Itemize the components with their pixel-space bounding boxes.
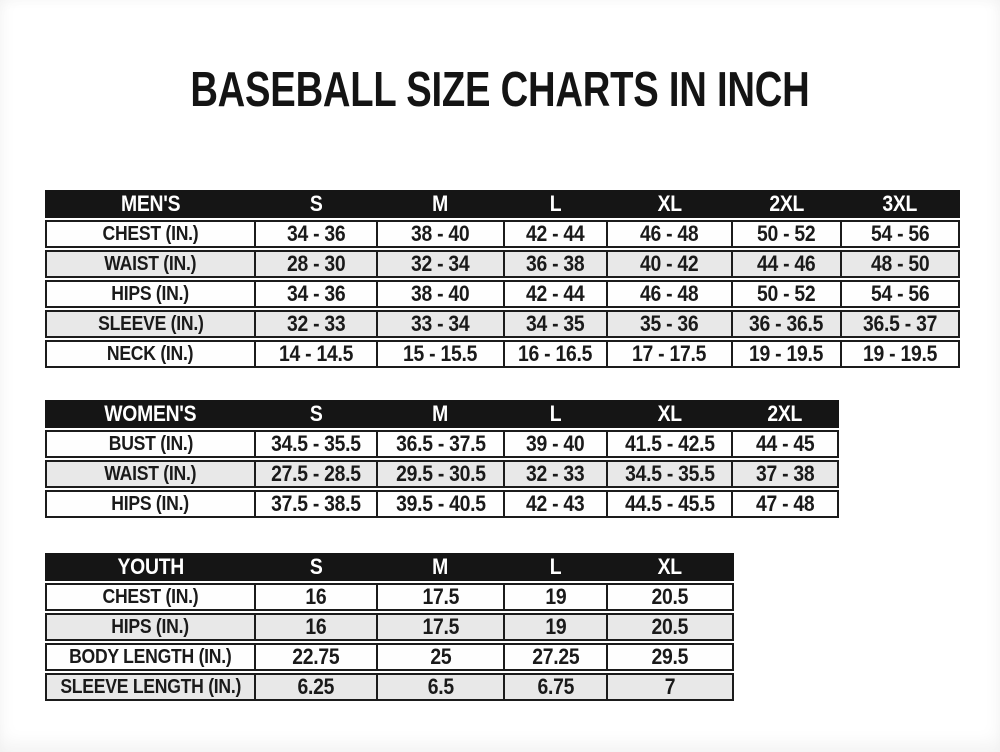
womens-row-label-cell — [47, 492, 254, 516]
mens-value-cell-text: 42 - 44 — [526, 282, 585, 306]
youth-header-row — [45, 553, 734, 581]
womens-value-cell — [606, 462, 731, 486]
womens-header-cell — [731, 402, 837, 426]
mens-value-cell-text: 14 - 14.5 — [278, 342, 354, 366]
youth-header-cell — [503, 555, 606, 579]
mens-header-cell-text: MEN'S — [120, 192, 181, 216]
womens-value-cell-text: 29.5 - 30.5 — [395, 462, 486, 486]
youth-value-cell — [254, 615, 376, 639]
womens-value-cell-text: 32 - 33 — [526, 462, 585, 486]
youth-row-label-cell-text: CHEST (IN.) — [102, 585, 199, 608]
mens-value-cell — [503, 252, 606, 276]
womens-header-cell — [606, 402, 731, 426]
womens-value-cell-text: 42 - 43 — [526, 492, 585, 516]
mens-value-cell-text: 32 - 33 — [286, 312, 346, 336]
mens-value-cell — [606, 282, 731, 306]
youth-header-cell-text: YOUTH — [117, 555, 184, 579]
mens-value-cell — [731, 342, 840, 366]
womens-value-cell — [503, 432, 606, 456]
mens-value-cell — [376, 252, 503, 276]
mens-value-cell — [731, 312, 840, 336]
mens-value-cell-text: 36 - 36.5 — [749, 312, 824, 336]
mens-value-cell — [840, 282, 958, 306]
youth-header-cell-text: M — [432, 555, 449, 579]
youth-table-row — [45, 673, 734, 701]
womens-value-cell — [254, 462, 376, 486]
mens-header-cell-text: S — [309, 192, 323, 216]
womens-value-cell-text: 39 - 40 — [526, 432, 585, 456]
mens-value-cell-text: 50 - 52 — [757, 222, 816, 246]
mens-table-row — [45, 220, 960, 248]
womens-row-label-cell-text: BUST (IN.) — [108, 432, 193, 455]
mens-value-cell-text: 17 - 17.5 — [632, 342, 707, 366]
youth-row-label-cell — [47, 645, 254, 669]
womens-row-label-cell — [47, 432, 254, 456]
mens-row-label-cell — [47, 312, 254, 336]
mens-value-cell-text: 35 - 36 — [640, 312, 699, 336]
womens-header-cell-text: WOMEN'S — [104, 402, 197, 426]
womens-table-row — [45, 460, 839, 488]
womens-value-cell-text: 41.5 - 42.5 — [624, 432, 715, 456]
mens-header-row — [45, 190, 960, 218]
youth-table-row — [45, 613, 734, 641]
youth-row-label-cell — [47, 585, 254, 609]
youth-value-cell — [503, 675, 606, 699]
youth-row-label-cell-text: HIPS (IN.) — [111, 615, 190, 638]
youth-header-cell-text: L — [549, 555, 562, 579]
youth-value-cell — [254, 585, 376, 609]
mens-value-cell-text: 48 - 50 — [870, 252, 930, 276]
mens-value-cell — [254, 222, 376, 246]
mens-table-row — [45, 310, 960, 338]
mens-value-cell — [503, 342, 606, 366]
page-title-text: BASEBALL SIZE CHARTS IN INCH — [190, 63, 810, 117]
mens-value-cell — [606, 252, 731, 276]
mens-row-label-cell-text: HIPS (IN.) — [111, 282, 190, 305]
mens-value-cell-text: 44 - 46 — [757, 252, 816, 276]
womens-value-cell — [606, 432, 731, 456]
youth-value-cell-text: 6.75 — [537, 675, 574, 699]
youth-header-cell — [254, 555, 376, 579]
womens-header-cell — [47, 402, 254, 426]
mens-value-cell-text: 36 - 38 — [526, 252, 585, 276]
youth-row-label-cell-text: SLEEVE LENGTH (IN.) — [60, 675, 241, 698]
mens-row-label-cell-text: SLEEVE (IN.) — [97, 312, 204, 335]
mens-value-cell-text: 54 - 56 — [870, 282, 930, 306]
mens-header-cell — [731, 192, 840, 216]
mens-value-cell-text: 32 - 34 — [411, 252, 470, 276]
youth-row-label-cell — [47, 615, 254, 639]
mens-value-cell-text: 46 - 48 — [640, 282, 699, 306]
youth-value-cell-text: 19 — [544, 615, 567, 639]
mens-table-row — [45, 340, 960, 368]
womens-value-cell — [376, 432, 503, 456]
mens-table-row — [45, 280, 960, 308]
mens-header-cell-text: 2XL — [769, 192, 804, 216]
youth-value-cell — [503, 615, 606, 639]
mens-value-cell — [503, 222, 606, 246]
mens-value-cell-text: 38 - 40 — [411, 282, 470, 306]
youth-value-cell-text: 20.5 — [651, 615, 689, 639]
womens-value-cell — [731, 432, 837, 456]
womens-value-cell-text: 36.5 - 37.5 — [395, 432, 486, 456]
youth-value-cell-text: 6.25 — [297, 675, 335, 699]
mens-value-cell-text: 28 - 30 — [286, 252, 346, 276]
mens-value-cell — [840, 312, 958, 336]
mens-value-cell — [731, 282, 840, 306]
youth-value-cell-text: 17.5 — [422, 615, 459, 639]
youth-header-cell — [47, 555, 254, 579]
womens-header-cell — [376, 402, 503, 426]
youth-value-cell-text: 25 — [429, 645, 452, 669]
womens-table-row — [45, 430, 839, 458]
mens-value-cell — [376, 222, 503, 246]
youth-value-cell — [503, 645, 606, 669]
mens-value-cell-text: 36.5 - 37 — [862, 312, 938, 336]
youth-value-cell — [376, 645, 503, 669]
youth-header-cell — [376, 555, 503, 579]
womens-row-label-cell-text: HIPS (IN.) — [111, 492, 190, 515]
page-title — [0, 63, 1000, 117]
mens-value-cell-text: 19 - 19.5 — [862, 342, 938, 366]
mens-table-row — [45, 250, 960, 278]
mens-value-cell-text: 42 - 44 — [526, 222, 585, 246]
youth-value-cell — [376, 585, 503, 609]
mens-value-cell — [731, 252, 840, 276]
youth-value-cell-text: 17.5 — [422, 585, 459, 609]
youth-value-cell — [606, 645, 732, 669]
mens-value-cell — [606, 342, 731, 366]
womens-value-cell-text: 44.5 - 45.5 — [624, 492, 715, 516]
mens-value-cell — [376, 342, 503, 366]
mens-row-label-cell — [47, 342, 254, 366]
youth-value-cell-text: 29.5 — [651, 645, 689, 669]
mens-header-cell — [606, 192, 731, 216]
mens-value-cell — [840, 252, 958, 276]
mens-value-cell — [254, 282, 376, 306]
womens-header-cell-text: M — [432, 402, 449, 426]
mens-value-cell — [376, 282, 503, 306]
youth-value-cell — [254, 645, 376, 669]
womens-value-cell-text: 37 - 38 — [755, 462, 815, 486]
mens-row-label-cell-text: NECK (IN.) — [107, 342, 194, 365]
size-table-youth — [45, 553, 734, 703]
womens-value-cell — [254, 432, 376, 456]
womens-header-cell-text: XL — [657, 402, 682, 426]
mens-value-cell-text: 33 - 34 — [411, 312, 470, 336]
youth-value-cell-text: 20.5 — [651, 585, 689, 609]
mens-header-cell-text: M — [432, 192, 449, 216]
womens-value-cell-text: 34.5 - 35.5 — [271, 432, 361, 456]
mens-header-cell — [254, 192, 376, 216]
mens-header-cell-text: XL — [657, 192, 682, 216]
mens-value-cell-text: 46 - 48 — [640, 222, 699, 246]
womens-value-cell-text: 44 - 45 — [755, 432, 815, 456]
womens-header-cell — [254, 402, 376, 426]
mens-row-label-cell-text: CHEST (IN.) — [102, 222, 199, 245]
mens-header-cell-text: L — [549, 192, 562, 216]
youth-table-row — [45, 643, 734, 671]
womens-value-cell — [376, 462, 503, 486]
mens-row-label-cell — [47, 222, 254, 246]
youth-value-cell — [376, 615, 503, 639]
mens-header-cell — [503, 192, 606, 216]
youth-value-cell-text: 16 — [305, 615, 327, 639]
womens-header-cell-text: 2XL — [767, 402, 803, 426]
mens-header-cell — [47, 192, 254, 216]
mens-value-cell-text: 34 - 36 — [286, 282, 346, 306]
womens-value-cell-text: 37.5 - 38.5 — [271, 492, 361, 516]
mens-row-label-cell — [47, 252, 254, 276]
womens-row-label-cell — [47, 462, 254, 486]
womens-value-cell — [254, 492, 376, 516]
youth-value-cell-text: 27.25 — [531, 645, 580, 669]
mens-value-cell — [503, 282, 606, 306]
mens-header-cell — [840, 192, 958, 216]
youth-value-cell — [376, 675, 503, 699]
womens-value-cell — [503, 462, 606, 486]
youth-value-cell-text: 16 — [305, 585, 327, 609]
youth-value-cell-text: 19 — [544, 585, 567, 609]
womens-value-cell-text: 47 - 48 — [755, 492, 815, 516]
youth-row-label-cell-text: BODY LENGTH (IN.) — [69, 645, 232, 668]
youth-row-label-cell — [47, 675, 254, 699]
youth-value-cell-text: 7 — [664, 675, 676, 699]
mens-value-cell — [731, 222, 840, 246]
mens-value-cell — [254, 252, 376, 276]
womens-value-cell — [376, 492, 503, 516]
mens-value-cell-text: 54 - 56 — [870, 222, 930, 246]
womens-value-cell-text: 27.5 - 28.5 — [271, 462, 361, 486]
youth-value-cell-text: 22.75 — [292, 645, 340, 669]
womens-value-cell-text: 39.5 - 40.5 — [395, 492, 486, 516]
womens-value-cell-text: 34.5 - 35.5 — [624, 462, 715, 486]
youth-value-cell — [503, 585, 606, 609]
womens-value-cell — [731, 462, 837, 486]
womens-table-row — [45, 490, 839, 518]
mens-row-label-cell-text: WAIST (IN.) — [104, 252, 197, 275]
mens-value-cell — [376, 312, 503, 336]
mens-value-cell — [840, 222, 958, 246]
womens-row-label-cell-text: WAIST (IN.) — [104, 462, 197, 485]
mens-value-cell — [606, 222, 731, 246]
mens-value-cell-text: 34 - 36 — [286, 222, 346, 246]
youth-value-cell-text: 6.5 — [427, 675, 454, 699]
mens-value-cell — [606, 312, 731, 336]
mens-value-cell — [840, 342, 958, 366]
womens-value-cell — [606, 492, 731, 516]
mens-value-cell-text: 16 - 16.5 — [518, 342, 593, 366]
youth-table-row — [45, 583, 734, 611]
mens-value-cell — [254, 312, 376, 336]
mens-value-cell — [503, 312, 606, 336]
youth-value-cell — [254, 675, 376, 699]
mens-value-cell — [254, 342, 376, 366]
youth-value-cell — [606, 615, 732, 639]
mens-row-label-cell — [47, 282, 254, 306]
womens-header-cell-text: L — [549, 402, 562, 426]
size-table-mens — [45, 190, 960, 370]
youth-value-cell — [606, 585, 732, 609]
womens-header-row — [45, 400, 839, 428]
mens-value-cell-text: 50 - 52 — [757, 282, 816, 306]
mens-header-cell — [376, 192, 503, 216]
mens-value-cell-text: 38 - 40 — [411, 222, 470, 246]
youth-header-cell-text: XL — [657, 555, 683, 579]
youth-header-cell — [606, 555, 732, 579]
youth-header-cell-text: S — [309, 555, 323, 579]
mens-header-cell-text: 3XL — [882, 192, 918, 216]
womens-header-cell-text: S — [309, 402, 323, 426]
youth-value-cell — [606, 675, 732, 699]
mens-value-cell-text: 34 - 35 — [526, 312, 585, 336]
womens-value-cell — [731, 492, 837, 516]
mens-value-cell-text: 15 - 15.5 — [403, 342, 478, 366]
mens-value-cell-text: 19 - 19.5 — [749, 342, 824, 366]
mens-value-cell-text: 40 - 42 — [640, 252, 699, 276]
womens-header-cell — [503, 402, 606, 426]
size-table-womens — [45, 400, 839, 520]
womens-value-cell — [503, 492, 606, 516]
